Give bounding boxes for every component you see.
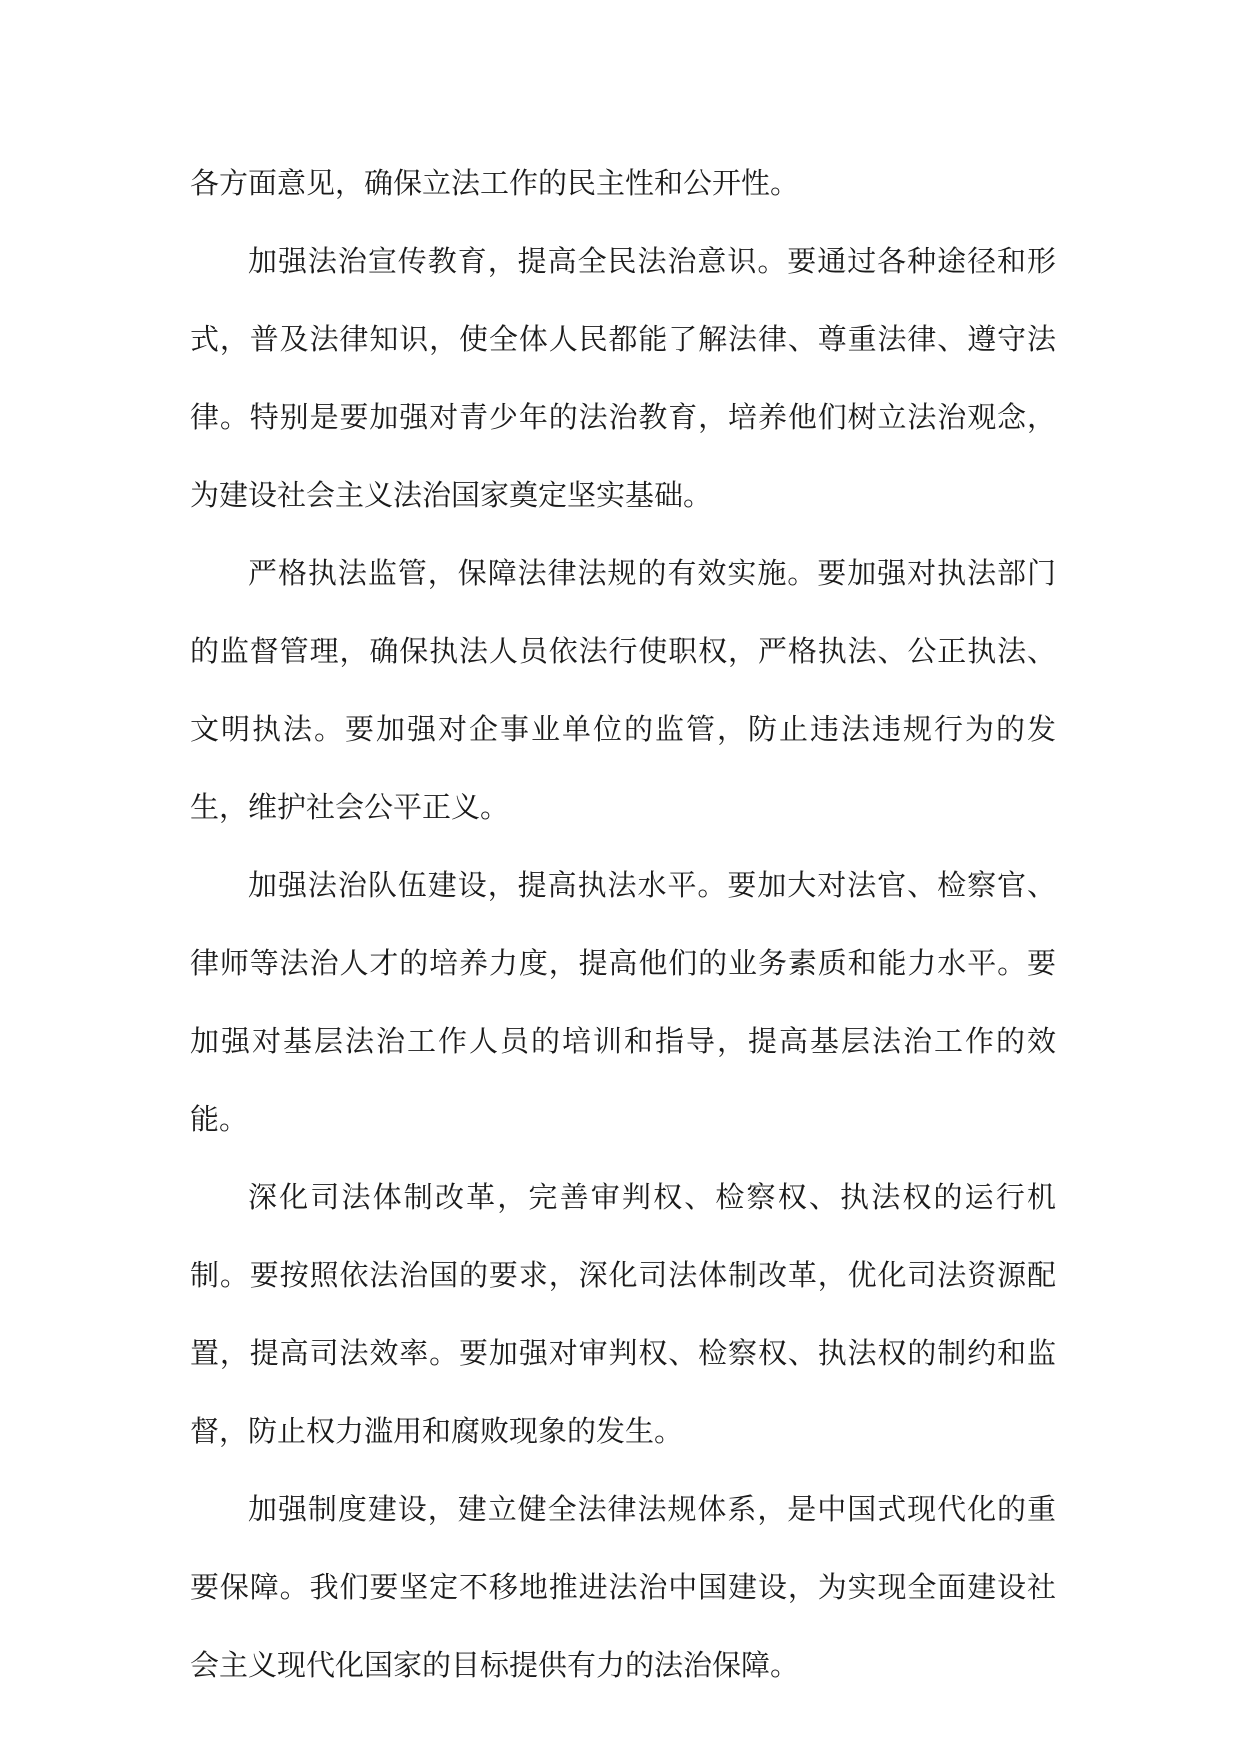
- paragraph-law-enforcement: 严格执法监管，保障法律法规的有效实施。要加强对执法部门的监督管理，确保执法人员依法行使职权，严格执法、公正执法、文明执法。要加强对企事业单位的监管，防止违法违规行为的发生，维护社会公平正义。: [190, 556, 1056, 824]
- paragraph-judicial-reform: 深化司法体制改革，完善审判权、检察权、执法权的运行机制。要按照依法治国的要求，深化司法体制改革，优化司法资源配置，提高司法效率。要加强对审判权、检察权、执法权的制约和监督，防止权力滥用和腐败现象的发生。: [190, 1180, 1056, 1448]
- paragraph-legal-team: 加强法治队伍建设，提高执法水平。要加大对法官、检察官、律师等法治人才的培养力度，提高他们的业务素质和能力水平。要加强对基层法治工作人员的培训和指导，提高基层法治工作的效能。: [190, 868, 1056, 1136]
- paragraph-legal-education: 加强法治宣传教育，提高全民法治意识。要通过各种途径和形式，普及法律知识，使全体人民都能了解法律、尊重法律、遵守法律。特别是要加强对青少年的法治教育，培养他们树立法治观念，为建设社会主义法治国家奠定坚实基础。: [190, 244, 1056, 512]
- paragraph-continued: 各方面意见，确保立法工作的民主性和公开性。: [190, 166, 800, 200]
- paragraph-system-building: 加强制度建设，建立健全法律法规体系，是中国式现代化的重要保障。我们要坚定不移地推进法治中国建设，为实现全面建设社会主义现代化国家的目标提供有力的法治保障。: [190, 1492, 1056, 1682]
- document-body: [190, 144, 1056, 1704]
